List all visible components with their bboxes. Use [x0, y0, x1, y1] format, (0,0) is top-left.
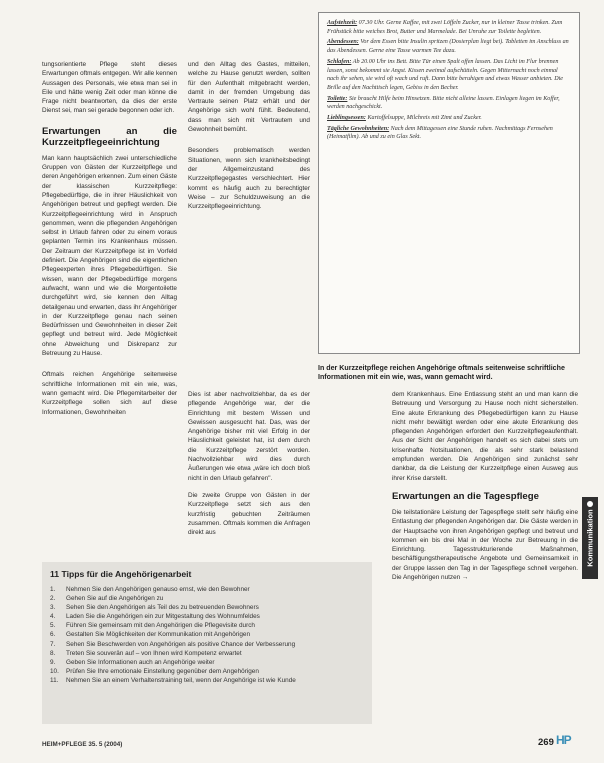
section-heading: Erwartungen an die Tagespflege	[392, 490, 539, 502]
tip-item	[50, 585, 364, 594]
tip-text: Prüfen Sie Ihre emotionale Einstellung gegenüber dem Angehörigen	[66, 667, 259, 675]
tip-item	[50, 621, 364, 630]
note-text: Sie braucht Hilfe beim Hinsetzen. Bitte nicht alleine lassen. Einlagen liegen im Koffer, werden nachgeschickt.	[327, 95, 560, 111]
tip-number: 5.	[50, 622, 56, 630]
note-line	[327, 95, 571, 112]
tip-text: Nehmen Sie an einem Verhaltenstraining teil, wenn der Angehörige ist wie Kunde	[66, 676, 296, 684]
column-middle-lower	[188, 390, 310, 544]
tip-item	[50, 640, 364, 649]
tip-number: 7.	[50, 640, 56, 648]
note-label: Abendessen:	[327, 39, 359, 46]
tips-title: 11 Tipps für die Angehörigenarbeit	[50, 569, 192, 579]
tips-list	[50, 585, 364, 685]
tip-item	[50, 603, 364, 612]
tip-number: 3.	[50, 604, 56, 612]
tip-text: Sehen Sie Beschwerden von Angehörigen als positive Chance der Verbesserung	[66, 640, 296, 648]
note-line	[327, 125, 571, 142]
tip-text: Gehen Sie auf die Angehörigen zu	[66, 595, 164, 603]
tip-item	[50, 594, 364, 603]
section-tab-label: Kommunikation	[585, 509, 595, 567]
column-left	[42, 60, 177, 424]
page-number: 269	[538, 737, 554, 748]
note-label: Toilette:	[327, 95, 348, 102]
note-label: Schlafen:	[327, 58, 352, 65]
paragraph: tungsorientierte Pflege steht dieses Erwartungen oftmals entgegen. Wir alle kennen Aussagen des Personals, wie etwa man sei in Eile und hätte wenig Zeit oder man könne die Frage nicht beantworten, da dies der erste Dienst sei, man sei gerade begonnen oder ich.	[42, 61, 177, 115]
note-label: Tägliche Gewohnheiten:	[327, 125, 390, 132]
tip-number: 11.	[50, 676, 59, 684]
paragraph: Man kann hauptsächlich zwei unterschiedliche Gruppen von Gästen der Kurzzeitpflege und deren Angehörigen erkennen. Zum einen Gäste der klassischen Kurzzeitpflege: Pflegebedürftige, die in ihrer Häuslichkeit von Angehörigen betreut und gepflegt werden. Die Kurzzeitpflegeeinrichtung wird in Anspruch genommen, wenn die pflegenden Angehörigen selbst in Urlaub fahren oder zu einem voraus geplanten Termin ins Krankenhaus müssen. Der Zeitraum der Kurzzeitpflege ist im Vorfeld definiert. Die Angehörigen sind die eigentlichen Pflegeexperten ihres Pflegebedürftigen. Sie wissen, wann der Pflegebedürftige morgens aufwacht, wann und wie die Morgentoilette durchgeführt wird, sie kennen den Alltag detailgenau und erwarten, dass ihr Angehöriger in der Kurzzeitpflege genau nach seinen Bedürfnissen und Gewohnheiten in dieser Zeit gepflegt und betreut wird. Jede Möglichkeit ohne Abweichung und Diskrepanz zur Betreuung zu Hause.	[42, 154, 178, 358]
image-caption: In der Kurzzeitpflege reichen Angehörige oftmals seitenweise schriftliche Informationen mit ein wie, was, wann gemacht wird.	[318, 364, 565, 381]
paragraph: Die zweite Gruppe von Gästen in der Kurzzeitpflege setzt sich aus den kurzfristig gebuchten Zeiträumen zusammen. Oftmals kommen die Anfragen direkt aus	[188, 491, 310, 537]
note-text: 07.30 Uhr. Gerne Kaffee, mit zwei Löffeln Zucker, nur in kleiner Tasse trinken. Zum Frühstück bitte weiches Brot, Butter und Marmelade. Bei Unruhe zur Toilette begleiten.	[327, 20, 563, 35]
paragraph: dem Krankenhaus. Eine Entlassung steht an und man kann die Betreuung und Versorgung zu Hause noch nicht sicherstellen. Eine akute Erkrankung des Pflegebedürftigen kann zu Hause nicht mehr bewältigt werden oder eine akute Erkrankung des pflegenden Angehörigen erfordert den Kurzzeitpflegeaufenthalt. Aus der Sicht der Angehörigen handelt es sich dabei stets um krisenhafte Notsituationen, die als sehr stark belastend empfunden werden. Die Angehörigen sind zunächst sehr dankbar, da die Leistung der Kurzzeitpflege einen Ausweg aus ihrer Krise darstellt.	[392, 391, 578, 482]
tip-number: 9.	[50, 658, 56, 666]
paragraph-text: Die teilstationäre Leistung der Tagespflege stellt sehr häufig eine Entlastung der pflegenden Angehörigen dar. Die Gäste werden in der Hauptsache von ihren Angehörigen gepflegt und betreut und kommen ein bis drei Mal in der Woche zur Betreuung in die Einrichtung. Tagesstrukturierende Maßnahmen, beschäftigungstherapeutische Angebote und Gemeinsamkeit in der Gruppe lassen den Tag in der Tagespflege schnell vergehen. Die Angehörigen nutzen	[392, 508, 578, 582]
tip-item	[50, 630, 364, 639]
tip-text: Laden Sie die Angehörigen ein zur Mitgestaltung des Wohnumfeldes	[66, 613, 260, 621]
note-text: Vor dem Essen bitte Insulin spritzen (Dosierplan liegt bei). Tabletten im Anschluss an das Abendessen. Gerne eine Tasse warmen Tee dazu.	[327, 39, 569, 55]
tip-number: 10.	[50, 667, 59, 675]
handwritten-notes-image	[318, 12, 580, 354]
tips-box	[42, 562, 372, 724]
note-text: Kartoffelsuppe, Milchreis mit Zimt und Zucker.	[365, 115, 482, 122]
tip-number: 6.	[50, 631, 56, 639]
tip-item	[50, 649, 364, 658]
tip-number: 4.	[50, 613, 56, 621]
tip-text: Sehen Sie den Angehörigen als Teil des zu betreuenden Bewohners	[66, 604, 259, 612]
tip-number: 1.	[50, 586, 56, 593]
note-label: Lieblingsessen:	[327, 115, 366, 122]
note-line	[327, 19, 571, 36]
note-line	[327, 58, 571, 93]
tip-item	[50, 612, 364, 621]
section-heading: Erwartungen an die Kurzzeitpflegeeinrichtung	[42, 125, 177, 148]
continue-arrow-icon: →	[462, 574, 469, 582]
tip-text: Geben Sie Informationen auch an Angehörige weiter	[66, 658, 215, 666]
tip-number: 8.	[50, 649, 56, 657]
paragraph	[392, 508, 578, 582]
column-right	[392, 390, 578, 589]
tip-item	[50, 658, 364, 667]
notes-list	[327, 19, 571, 142]
tip-text: Treten Sie souverän auf – von Ihnen wird Kompetenz erwartet	[66, 649, 242, 657]
journal-footer: HEIM+PFLEGE 35. 5 (2004)	[42, 741, 123, 748]
paragraph: Besonders problematisch werden Situationen, wenn sich krankheitsbedingt der Allgemeinzustand des Kurzzeitpflegegastes verschlechtert. Hier kommt es häufig auch zu berechtigter Weise – zur Schuldzuweisung an die Kurzzeitpflegeeinrichtung.	[188, 147, 310, 211]
tip-item	[50, 676, 364, 685]
journal-logo: HP	[556, 733, 571, 747]
tab-dot-icon	[587, 501, 593, 507]
paragraph: Dies ist aber nachvollziehbar, da es der pflegende Angehörige war, der die Einrichtung mit bestem Wissen und Gewissen ausgesucht hat. Das, was der Angehörige bisher mit viel Erfolg in der Häuslichkeit geleistet hat, ist dem durch die Kurzzeitpflege zerstört worden. Nachvollziehbar wird dies durch Äußerungen wie etwa „wäre ich doch bloß nicht in den Urlaub gefahren".	[188, 391, 310, 482]
tip-text: Führen Sie gemeinsam mit den Angehörigen die Pflegevisite durch	[66, 622, 255, 630]
note-label: Aufstehzeit:	[327, 20, 358, 26]
note-line	[327, 114, 571, 123]
note-line	[327, 38, 571, 55]
note-text: Ab 20.00 Uhr ins Bett. Bitte Tür einen Spalt offen lassen. Das Licht im Flur brennen lassen, sonst bekommt sie Angst. Kissen zweimal aufschütteln. Gegen Mitternacht noch einmal nach ihr sehen, sie wird oft wach und ruft. Dann bitte beruhigen und etwas Wasser anbieten. Die Brille auf den Nachttisch legen, Gebiss in den Becher.	[327, 58, 564, 91]
paragraph: Oftmals reichen Angehörige seitenweise schriftliche Informationen mit ein wie, was, wann gemacht wird. Die Pflegemitarbeiter der Kurzzeitpflege sollen sich auf diese Informationen, Gewohnheiten	[42, 371, 177, 416]
tip-number: 2.	[50, 595, 56, 603]
note-text: Nach dem Mittagessen eine Stunde ruhen. Nachmittags Fernsehen (Heimatfilm). Ab und zu ein Glas Sekt.	[327, 125, 553, 141]
paragraph: und den Alltag des Gastes, mitteilen, welche zu Hause genutzt werden, sollten für den Aufenthalt mitgebracht werden, damit in der fremden Umgebung das Vertraute seinen Platz erhält und der Angehörige sich wohl fühlt. Bedeutend, dass man sich mit Vertrautem und Gewohnheit bemüht.	[188, 61, 310, 134]
tip-text: Nehmen Sie den Angehörigen genauso ernst, wie den Bewohner	[66, 586, 250, 593]
tip-text: Gestalten Sie Möglichkeiten der Kommunikation mit Angehörigen	[66, 631, 251, 639]
tip-item	[50, 667, 364, 676]
column-middle	[188, 60, 310, 218]
section-tab	[582, 497, 598, 579]
